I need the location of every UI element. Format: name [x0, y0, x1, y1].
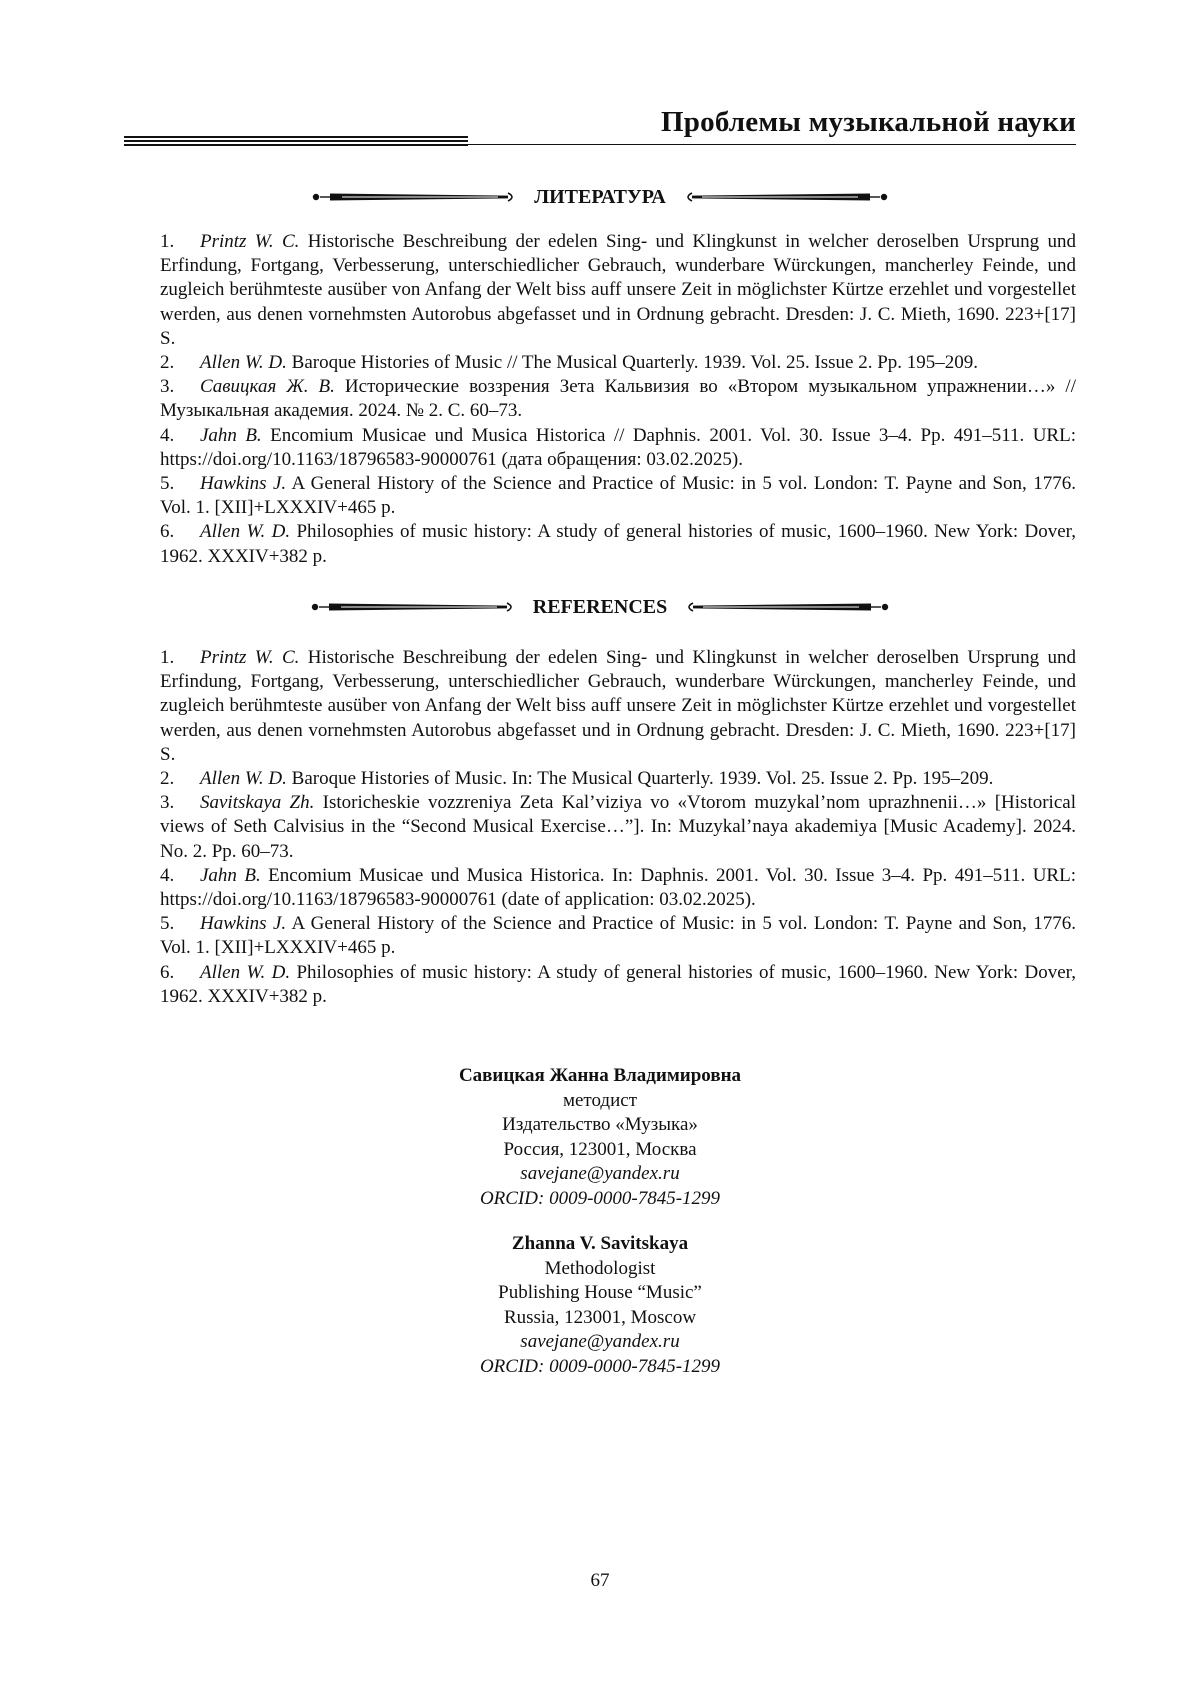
references-heading [0, 592, 1200, 622]
references-list [160, 646, 1076, 1009]
right-ornament-icon [681, 600, 889, 614]
author-info-en [0, 1232, 1200, 1379]
author-name: Савицкая Жанна Владимировна [458, 1065, 742, 1086]
header-decorative-rule [124, 136, 468, 148]
list-item: 4. Jahn B. Encomium Musicae und Musica Historica // Daphnis. 2001. Vol. 30. Issue 3–4. Pp. 491–511. URL: https://doi.org/10.1163/18796583-90000761 (дата обращения: 03.02.2025). [160, 424, 1076, 470]
author-position: Methodologist [544, 1257, 656, 1279]
literatura-list [160, 230, 1076, 569]
author-orcid: ORCID: 0009-0000-7845-1299 [479, 1355, 721, 1377]
list-item: 1. Printz W. C. Historische Beschreibung der edelen Sing- und Klingkunst in welcher deroselben Ursprung und Erfindung, Fortgang, Verbesserung, unterschiedlicher Gebrauch, wunderbare Würckungen, mancherley Feinde, und zugleich berühmteste ausüber von Anfang der Welt biss auff unsere Zeit in möglichster Kürtze erzehlet und vorgestellet werden, aus denen vornehmsten Autorobus abgefasset und in Ordnung gebracht. Dresden: J. C. Mieth, 1690. 223+[17] S. [160, 647, 1076, 765]
list-item: 6. Allen W. D. Philosophies of music history: A study of general histories of music, 1600–1960. New York: Dover, 1962. XXXIV+382 p. [160, 961, 1076, 1007]
right-ornament-icon [680, 190, 888, 204]
running-header [124, 100, 1076, 152]
list-item: 1. Printz W. C. Historische Beschreibung der edelen Sing- und Klingkunst in welcher deroselben Ursprung und Erfindung, Fortgang, Verbesserung, unterschiedlicher Gebrauch, wunderbare Würckungen, mancherley Feinde, und zugleich berühmteste ausüber von Anfang der Welt biss auff unsere Zeit in möglichster Kürtze erzehlet und vorgestellet werden, aus denen vornehmsten Autorobus abgefasset und in Ordnung gebracht. Dresden: J. C. Mieth, 1690. 223+[17] S. [160, 231, 1076, 349]
references-title: REFERENCES [532, 595, 668, 618]
list-item: 6. Allen W. D. Philosophies of music history: A study of general histories of music, 1600–1960. New York: Dover, 1962. XXXIV+382 p. [160, 521, 1076, 567]
list-item: 3. Savitskaya Zh. Istoricheskie vozzreniya Zeta Kal’viziya vo «Vtorom muzykal’nom uprazhnenii…» [Historical views of Seth Calvisius in the “Second Musical Exercise…”]. In: Muzykal’naya akademiya [Music Academy]. 2024. No. 2. Pp. 60–73. [160, 792, 1076, 862]
author-orcid: ORCID: 0009-0000-7845-1299 [479, 1187, 721, 1209]
header-divider [124, 144, 1076, 145]
journal-title: Проблемы музыкальной науки [661, 106, 1076, 138]
author-address: Russia, 123001, Moscow [503, 1306, 697, 1328]
author-address: Россия, 123001, Москва [503, 1138, 697, 1160]
list-item: 3. Савицкая Ж. В. Исторические воззрения Зета Кальвизия во «Втором музыкальном упражнении…» // Музыкальная академия. 2024. № 2. С. 60–73. [160, 376, 1076, 422]
left-ornament-icon [311, 600, 519, 614]
author-organization: Publishing House “Music” [498, 1282, 702, 1303]
author-email[interactable]: savejane@yandex.ru [520, 1163, 680, 1184]
list-item: 2. Allen W. D. Baroque Histories of Music. In: The Musical Quarterly. 1939. Vol. 25. Issue 2. Pp. 195–209. [160, 768, 994, 790]
list-item: 4. Jahn B. Encomium Musicae und Musica Historica. In: Daphnis. 2001. Vol. 30. Issue 3–4. Pp. 491–511. URL: https://doi.org/10.1163/18796583-90000761 (date of application: 03.02.2025). [160, 864, 1076, 911]
list-item: 5. Hawkins J. A General History of the Science and Practice of Music: in 5 vol. London: T. Payne and Son, 1776. Vol. 1. [XII]+LXXXIV+465 p. [160, 473, 1076, 519]
literatura-heading [0, 182, 1200, 212]
left-ornament-icon [312, 190, 520, 204]
page-number: 67 [590, 1570, 610, 1591]
literatura-title: ЛИТЕРАТУРА [534, 185, 666, 208]
author-organization: Издательство «Музыка» [502, 1114, 698, 1135]
list-item: 5. Hawkins J. A General History of the Science and Practice of Music: in 5 vol. London: T. Payne and Son, 1776. Vol. 1. [XII]+LXXXIV+465 p. [160, 913, 1076, 959]
author-email[interactable]: savejane@yandex.ru [520, 1331, 680, 1352]
list-item: 2. Allen W. D. Baroque Histories of Music // The Musical Quarterly. 1939. Vol. 25. Issue 2. Pp. 195–209. [160, 352, 979, 374]
author-info-ru [0, 1064, 1200, 1211]
author-name: Zhanna V. Savitskaya [511, 1233, 689, 1254]
author-position: методист [562, 1089, 638, 1111]
